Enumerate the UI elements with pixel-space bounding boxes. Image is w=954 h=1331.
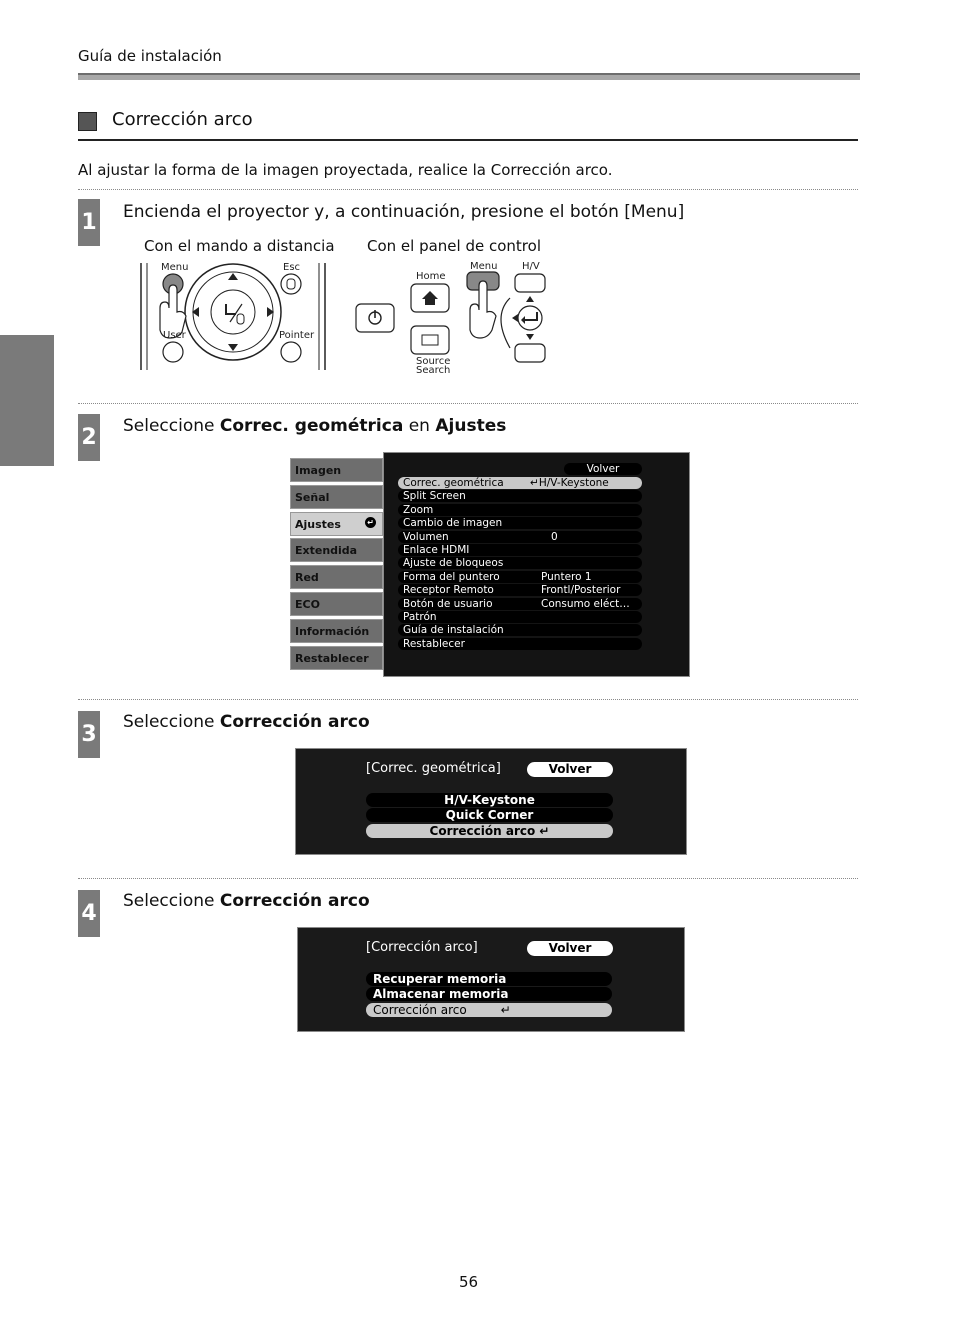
- menu-row[interactable]: Cambio de imagen: [398, 517, 642, 529]
- side-tab: [0, 335, 54, 466]
- page-number: 56: [459, 1273, 479, 1291]
- menu-row[interactable]: Receptor Remoto: [398, 584, 642, 596]
- tab-eco[interactable]: ECO: [290, 592, 383, 616]
- label-pointer: Pointer: [279, 330, 315, 341]
- arc-menu-title: [Corrección arco]: [366, 940, 478, 955]
- step-1-text: Encienda el proyector y, a continuación, presione el botón [Menu]: [123, 202, 685, 222]
- label-home: Home: [416, 271, 446, 282]
- back-button[interactable]: Volver: [564, 463, 642, 475]
- option-quick-corner[interactable]: Quick Corner: [366, 808, 613, 822]
- menu-row[interactable]: Zoom: [398, 504, 642, 516]
- tab-restablecer[interactable]: Restablecer: [290, 646, 383, 670]
- menu-row[interactable]: Forma del puntero: [398, 571, 642, 583]
- option-correccion-arco[interactable]: Corrección arco ↵: [366, 824, 613, 838]
- tab-extendida[interactable]: Extendida: [290, 538, 383, 562]
- tab-informacion[interactable]: Información: [290, 619, 383, 643]
- enter-icon: ↵: [365, 517, 376, 528]
- step-number-1: 1: [78, 199, 100, 246]
- section-rule: [78, 139, 858, 141]
- menu-row-value: Puntero 1: [541, 571, 592, 583]
- label-search: Search: [416, 365, 451, 376]
- remote-control-illustration: [138, 260, 328, 372]
- section-title: Corrección arco: [112, 109, 253, 130]
- menu-row[interactable]: Ajuste de bloqueos: [398, 557, 642, 569]
- step-number-2: 2: [78, 414, 100, 461]
- enter-icon: ↵: [500, 1003, 511, 1017]
- menu-row[interactable]: Restablecer: [398, 638, 642, 650]
- menu-row[interactable]: Enlace HDMI: [398, 544, 642, 556]
- section-marker: [78, 112, 97, 131]
- option-correccion-arco[interactable]: Corrección arco ↵: [366, 1003, 612, 1017]
- divider: [78, 189, 858, 190]
- label-esc: Esc: [283, 262, 301, 273]
- menu-row-value: ↵H/V-Keystone: [530, 477, 609, 489]
- enter-icon: ↵: [530, 477, 539, 489]
- header-title: Guía de instalación: [78, 47, 222, 65]
- menu-row-value: 0: [551, 531, 558, 543]
- option-hv-keystone[interactable]: H/V-Keystone: [366, 793, 613, 807]
- divider: [78, 699, 858, 700]
- menu-row[interactable]: Patrón: [398, 611, 642, 623]
- label-menu: Menu: [161, 262, 189, 273]
- tab-ajustes[interactable]: Ajustes ↵: [290, 512, 383, 536]
- step-number-4: 4: [78, 890, 100, 937]
- back-button[interactable]: Volver: [527, 762, 613, 777]
- label-source: Source: [416, 356, 451, 367]
- label-panel-menu: Menu: [470, 261, 498, 272]
- enter-icon: ↵: [539, 824, 550, 838]
- geometry-menu-title: [Correc. geométrica]: [366, 761, 501, 776]
- tab-imagen[interactable]: Imagen: [290, 458, 383, 482]
- menu-row[interactable]: Guía de instalación: [398, 624, 642, 636]
- caption-remote: Con el mando a distancia: [144, 237, 335, 255]
- menu-row[interactable]: Correc. geométrica: [398, 477, 642, 489]
- tab-red[interactable]: Red: [290, 565, 383, 589]
- step-2-text: Seleccione Correc. geométrica en Ajustes: [123, 416, 507, 436]
- menu-row-value: Frontl/Posterior: [541, 584, 621, 596]
- tab-senal[interactable]: Señal: [290, 485, 383, 509]
- label-user: User: [163, 330, 186, 341]
- option-almacenar-memoria[interactable]: Almacenar memoria: [366, 987, 612, 1001]
- label-hv: H/V: [522, 261, 540, 272]
- option-recuperar-memoria[interactable]: Recuperar memoria: [366, 972, 612, 986]
- header-rule: [78, 73, 860, 80]
- section-intro: Al ajustar la forma de la imagen proyectada, realice la Corrección arco.: [78, 161, 613, 179]
- divider: [78, 403, 858, 404]
- control-panel-illustration: [352, 260, 548, 378]
- step-4-text: Seleccione Corrección arco: [123, 891, 370, 911]
- step-number-3: 3: [78, 711, 100, 758]
- menu-row[interactable]: Volumen: [398, 531, 642, 543]
- step-3-text: Seleccione Corrección arco: [123, 712, 370, 732]
- menu-row[interactable]: Split Screen: [398, 490, 642, 502]
- menu-row-value: Consumo eléct…: [541, 598, 630, 610]
- caption-panel: Con el panel de control: [367, 237, 541, 255]
- menu-row[interactable]: Botón de usuario: [398, 598, 642, 610]
- back-button[interactable]: Volver: [527, 941, 613, 956]
- divider: [78, 878, 858, 879]
